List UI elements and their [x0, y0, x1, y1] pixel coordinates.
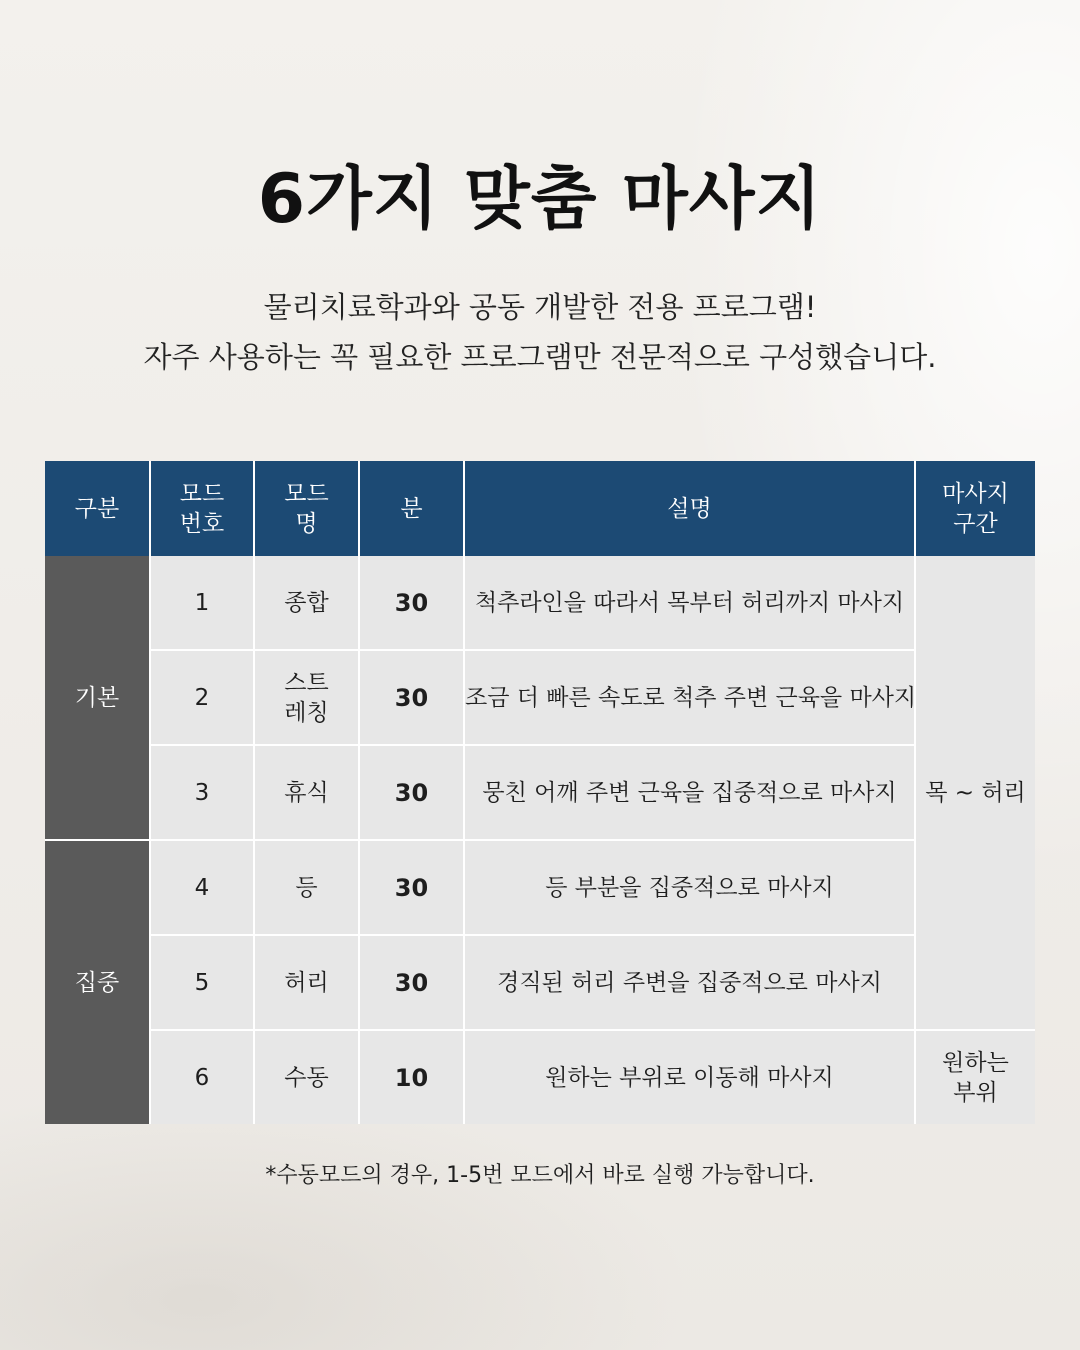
header-minutes: 분 [359, 461, 464, 556]
mode-minutes: 30 [359, 935, 464, 1030]
group-basic: 기본 [45, 556, 150, 840]
mode-minutes: 30 [359, 840, 464, 935]
table-header-row [45, 461, 1035, 556]
mode-minutes: 30 [359, 745, 464, 840]
mode-minutes: 30 [359, 556, 464, 650]
subtitle [0, 282, 1080, 382]
mode-name: 등 [254, 840, 359, 935]
mode-minutes: 30 [359, 650, 464, 745]
mode-name: 종합 [254, 556, 359, 650]
header-description: 설명 [464, 461, 915, 556]
mode-minutes: 10 [359, 1030, 464, 1124]
table-row [45, 745, 1035, 840]
table-row [45, 556, 1035, 650]
group-focus: 집중 [45, 840, 150, 1124]
mode-name: 휴식 [254, 745, 359, 840]
mode-name: 수동 [254, 1030, 359, 1124]
mode-number: 6 [150, 1030, 254, 1124]
subtitle-line-1: 물리치료학과와 공동 개발한 전용 프로그램! [263, 290, 817, 324]
mode-number: 2 [150, 650, 254, 745]
footnote: *수동모드의 경우, 1-5번 모드에서 바로 실행 가능합니다. [265, 1163, 815, 1188]
mode-description: 척추라인을 따라서 목부터 허리까지 마사지 [464, 556, 915, 650]
mode-number: 4 [150, 840, 254, 935]
mode-number: 3 [150, 745, 254, 840]
mode-number: 5 [150, 935, 254, 1030]
table-row [45, 1030, 1035, 1124]
mode-name: 허리 [254, 935, 359, 1030]
massage-mode-table [45, 461, 1035, 1124]
mode-description: 뭉친 어깨 주변 근육을 집중적으로 마사지 [464, 745, 915, 840]
mode-name: 스트 레칭 [254, 650, 359, 745]
header-massage-area: 마사지 구간 [915, 461, 1035, 556]
area-desired-part: 원하는 부위 [915, 1030, 1035, 1124]
header-mode-name: 모드 명 [254, 461, 359, 556]
mode-description: 원하는 부위로 이동해 마사지 [464, 1030, 915, 1124]
header-mode-number: 모드 번호 [150, 461, 254, 556]
mode-description: 조금 더 빠른 속도로 척추 주변 근육을 마사지 [464, 650, 915, 745]
table-row [45, 840, 1035, 935]
mode-number: 1 [150, 556, 254, 650]
table-row [45, 650, 1035, 745]
mode-description: 경직된 허리 주변을 집중적으로 마사지 [464, 935, 915, 1030]
page-title: 6가지 맞춤 마사지 [257, 160, 823, 239]
area-neck-to-waist: 목 ~ 허리 [915, 556, 1035, 1030]
table-row [45, 935, 1035, 1030]
subtitle-line-2: 자주 사용하는 꼭 필요한 프로그램만 전문적으로 구성했습니다. [143, 340, 937, 374]
mode-description: 등 부분을 집중적으로 마사지 [464, 840, 915, 935]
header-group: 구분 [45, 461, 150, 556]
